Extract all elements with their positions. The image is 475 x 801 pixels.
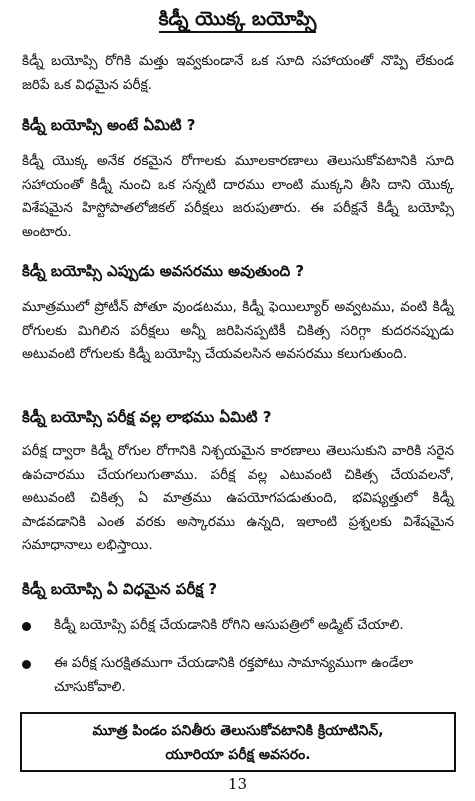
bullet-icon — [22, 622, 31, 631]
section-heading-benefits: కిడ్నీ బయోప్సి పరీక్ష వల్ల లాభము ఏమిటి ? — [22, 408, 272, 426]
section-body-what-is: కిడ్నీ యొక్క అనేక రకమైన రోగాలకు మూలకారణాలు తెలుసుకోవటానికి సూది సహాయంతో కిడ్నీ నుంచి ఒక సన్నటి దారము లాంటి ముక్కని తీసి దాని యొక్క విశేషమైన హిస్టోపాతలోజికల్ పరీక్షలు జరుపుతారు. ఈ పరీక్షనే కిడ్నీ బయోప్సి అంటారు. — [22, 153, 454, 240]
note-box-line-2: యూరియా పరీక్ష అవసరం. — [165, 747, 311, 763]
note-box-line-1: మూత్ర పిండం పనితీరు తెలుసుకోవటానికి క్రియాటినిన్, — [92, 723, 384, 739]
note-box — [20, 712, 456, 772]
section-body-when-needed: మూత్రములో ప్రోటీన్ పోతూ వుండటము, కిడ్నీ ఫెయిల్యూర్ అవ్వటము, వంటి కిడ్నీ రోగులకు మిగిలిన పరీక్షలు అన్నీ జరిపినప్పటికీ చికిత్స సరిగ్గా కుదరనప్పుడు అటువంటి రోగులకు కిడ్నీ బయోప్సి చేయవలసిన అవసరము కలుగుతుంది. — [22, 299, 454, 362]
bullet-icon — [22, 660, 31, 669]
section-heading-what-is: కిడ్నీ బయోప్సి అంటే ఏమిటి ? — [22, 116, 196, 134]
page-title-text: కిడ్నీ యొక్క బయోప్సి — [159, 8, 317, 33]
page-title — [0, 8, 475, 35]
page-number: 13 — [227, 775, 248, 793]
section-heading-when-needed: కిడ్నీ బయోప్సి ఎప్పుడు అవసరము అవుతుంది ? — [22, 262, 305, 280]
section-body-benefits: పరీక్ష ద్వారా కిడ్నీ రోగుల రోగానికి నిశ్చయమైన కారణాలు తెలుసుకుని వారికి సరైన ఉపచారము చేయగలుగుతాము. పరీక్ష వల్ల ఎటువంటి చికిత్స చేయవలనో, అటువంటి చికిత్స ఏ మాత్రము ఉపయోగపడుతుంది, భవిష్యత్తులో కిడ్నీ పాడవడానికి ఎంత వరకు అస్కారము ఉన్నది, ఇలాంటి ప్రశ్నలకు విశేషమైన సమాధానాలు లభిస్తాయి. — [22, 443, 454, 553]
section-heading-procedure: కిడ్నీ బయోప్సి ఏ విధమైన పరీక్ష ? — [22, 580, 218, 598]
intro-paragraph: కిడ్నీ బయోప్సి రోగికి మత్తు ఇవ్వకుండానే ఒక సూది సహాయంతో నొప్పి లేకుండ జరిపే ఒక విధమైన పరీక్ష. — [22, 53, 454, 93]
list-item-text: ఈ పరీక్ష సురక్షితముగా చేయడానికి రక్తపోటు సామాన్యముగా ఉండేలా చూసుకోవాలి. — [54, 655, 414, 695]
list-item-text: కిడ్నీ బయోప్సి పరీక్ష చేయడానికి రోగిని ఆసుపత్రిలో అడ్మిట్ చేయాలి. — [54, 617, 404, 633]
